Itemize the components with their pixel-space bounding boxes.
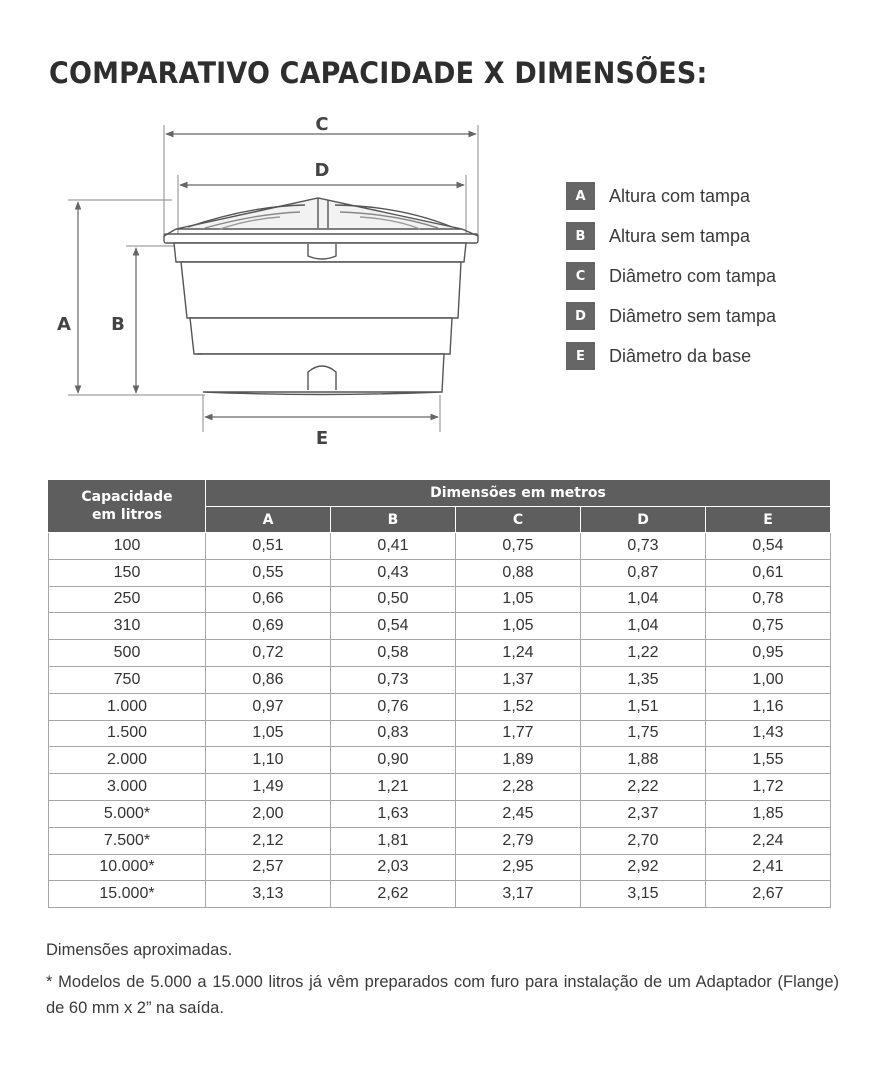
dimensions-table	[48, 479, 831, 908]
dimension-cell: 1,16	[706, 693, 831, 720]
dimension-cell: 1,51	[581, 693, 706, 720]
dimension-cell: 0,50	[331, 586, 456, 613]
table-row	[49, 774, 831, 801]
capacity-cell: 310	[49, 613, 206, 640]
label-a: A	[57, 314, 71, 335]
dimension-cell: 0,90	[331, 747, 456, 774]
dimension-cell: 1,89	[456, 747, 581, 774]
legend-key: C	[566, 262, 595, 290]
dimension-cell: 0,76	[331, 693, 456, 720]
table-row	[49, 559, 831, 586]
table-row	[49, 693, 831, 720]
dimension-cell: 3,17	[456, 881, 581, 908]
column-header-a: A	[206, 507, 331, 533]
dimension-cell: 2,70	[581, 827, 706, 854]
dimension-cell: 1,21	[331, 774, 456, 801]
label-e: E	[315, 428, 329, 449]
legend-item-b	[566, 222, 776, 250]
dimension-cell: 1,63	[331, 800, 456, 827]
dimensions-header: Dimensões em metros	[206, 480, 831, 507]
capacity-cell: 500	[49, 640, 206, 667]
legend-item-a	[566, 182, 776, 210]
capacity-cell: 7.500*	[49, 827, 206, 854]
dimension-cell: 2,00	[206, 800, 331, 827]
column-header-d: D	[581, 507, 706, 533]
legend-label: Altura com tampa	[609, 185, 751, 206]
dimension-cell: 0,66	[206, 586, 331, 613]
page-title: COMPARATIVO CAPACIDADE X DIMENSÕES:	[49, 56, 708, 90]
dimension-cell: 1,05	[456, 586, 581, 613]
legend-key: A	[566, 182, 595, 210]
dimension-cell: 0,83	[331, 720, 456, 747]
legend-label: Diâmetro da base	[609, 345, 752, 366]
dimension-cell: 2,67	[706, 881, 831, 908]
dimension-cell: 1,05	[206, 720, 331, 747]
dimension-cell: 1,43	[706, 720, 831, 747]
legend-item-d	[566, 302, 776, 330]
dimension-cell: 1,24	[456, 640, 581, 667]
dimension-cell: 1,10	[206, 747, 331, 774]
dimension-cell: 2,95	[456, 854, 581, 881]
legend-key: D	[566, 302, 595, 330]
dimension-cell: 1,35	[581, 666, 706, 693]
dimension-cell: 0,54	[331, 613, 456, 640]
dimension-cell: 2,62	[331, 881, 456, 908]
table-row	[49, 613, 831, 640]
table-row	[49, 586, 831, 613]
dimension-cell: 0,58	[331, 640, 456, 667]
label-c: C	[315, 114, 329, 135]
dimension-cell: 1,04	[581, 586, 706, 613]
dimension-cell: 0,86	[206, 666, 331, 693]
column-header-b: B	[331, 507, 456, 533]
legend-key: E	[566, 342, 595, 370]
dimension-cell: 1,52	[456, 693, 581, 720]
dimension-cell: 0,51	[206, 533, 331, 560]
column-header-c: C	[456, 507, 581, 533]
capacity-header	[49, 480, 206, 533]
table-row	[49, 881, 831, 908]
column-header-e: E	[706, 507, 831, 533]
dimension-cell: 0,95	[706, 640, 831, 667]
dimension-cell: 0,55	[206, 559, 331, 586]
table-row	[49, 827, 831, 854]
dimension-cell: 0,54	[706, 533, 831, 560]
table-row	[49, 666, 831, 693]
dimension-cell: 1,37	[456, 666, 581, 693]
capacity-cell: 250	[49, 586, 206, 613]
dimension-cell: 0,97	[206, 693, 331, 720]
table-row	[49, 640, 831, 667]
dimension-cell: 2,41	[706, 854, 831, 881]
dimension-cell: 1,22	[581, 640, 706, 667]
capacity-cell: 15.000*	[49, 881, 206, 908]
dimension-cell: 0,41	[331, 533, 456, 560]
dimension-cell: 1,85	[706, 800, 831, 827]
capacity-cell: 3.000	[49, 774, 206, 801]
dimension-cell: 2,79	[456, 827, 581, 854]
label-d: D	[314, 160, 330, 181]
table-row	[49, 747, 831, 774]
capacity-header-text: Capacidade em litros	[81, 489, 173, 523]
tank-drawing	[164, 198, 478, 395]
dimension-cell: 2,92	[581, 854, 706, 881]
capacity-cell: 10.000*	[49, 854, 206, 881]
dimension-cell: 0,73	[331, 666, 456, 693]
dimension-cell: 0,87	[581, 559, 706, 586]
table-row	[49, 800, 831, 827]
legend-label: Altura sem tampa	[609, 225, 751, 246]
dimension-cell: 0,73	[581, 533, 706, 560]
table-row	[49, 533, 831, 560]
dimension-cell: 2,45	[456, 800, 581, 827]
capacity-cell: 750	[49, 666, 206, 693]
legend-key: B	[566, 222, 595, 250]
capacity-cell: 1.500	[49, 720, 206, 747]
table-body	[49, 533, 831, 908]
table-row	[49, 720, 831, 747]
label-b: B	[111, 314, 125, 335]
dimension-cell: 0,75	[456, 533, 581, 560]
legend	[566, 182, 776, 382]
dimension-cell: 1,75	[581, 720, 706, 747]
dimension-cell: 0,43	[331, 559, 456, 586]
dimension-cell: 2,24	[706, 827, 831, 854]
dimension-cell: 1,55	[706, 747, 831, 774]
dimension-cell: 2,22	[581, 774, 706, 801]
legend-label: Diâmetro com tampa	[609, 265, 777, 286]
dimension-cell: 0,61	[706, 559, 831, 586]
capacity-cell: 2.000	[49, 747, 206, 774]
dimension-cell: 0,69	[206, 613, 331, 640]
dimension-cell: 2,12	[206, 827, 331, 854]
legend-item-e	[566, 342, 776, 370]
dimension-cell: 1,81	[331, 827, 456, 854]
dimension-cell: 2,03	[331, 854, 456, 881]
dimension-cell: 1,00	[706, 666, 831, 693]
dimension-cell: 2,37	[581, 800, 706, 827]
capacity-cell: 5.000*	[49, 800, 206, 827]
dimension-cell: 0,88	[456, 559, 581, 586]
dimension-cell: 1,88	[581, 747, 706, 774]
table-row	[49, 854, 831, 881]
tank-diagram	[0, 0, 560, 470]
capacity-cell: 1.000	[49, 693, 206, 720]
legend-label: Diâmetro sem tampa	[609, 305, 777, 326]
dimension-cell: 0,78	[706, 586, 831, 613]
dimension-cell: 1,04	[581, 613, 706, 640]
dimension-cell: 0,75	[706, 613, 831, 640]
dimension-cell: 0,72	[206, 640, 331, 667]
dimension-cell: 2,57	[206, 854, 331, 881]
dimension-cell: 1,72	[706, 774, 831, 801]
capacity-cell: 150	[49, 559, 206, 586]
dimension-cell: 1,05	[456, 613, 581, 640]
dimension-cell: 3,15	[581, 881, 706, 908]
notes	[46, 941, 839, 1021]
capacity-cell: 100	[49, 533, 206, 560]
dimension-cell: 1,49	[206, 774, 331, 801]
legend-item-c	[566, 262, 776, 290]
footnote: * Modelos de 5.000 a 15.000 litros já vêm preparados com furo para instalação de um Adaptador (Flange) de 60 mm x 2” na saída.	[46, 973, 839, 1017]
dimension-cell: 2,28	[456, 774, 581, 801]
approx-note: Dimensões aproximadas.	[46, 941, 233, 959]
dimension-cell: 1,77	[456, 720, 581, 747]
dimension-cell: 3,13	[206, 881, 331, 908]
